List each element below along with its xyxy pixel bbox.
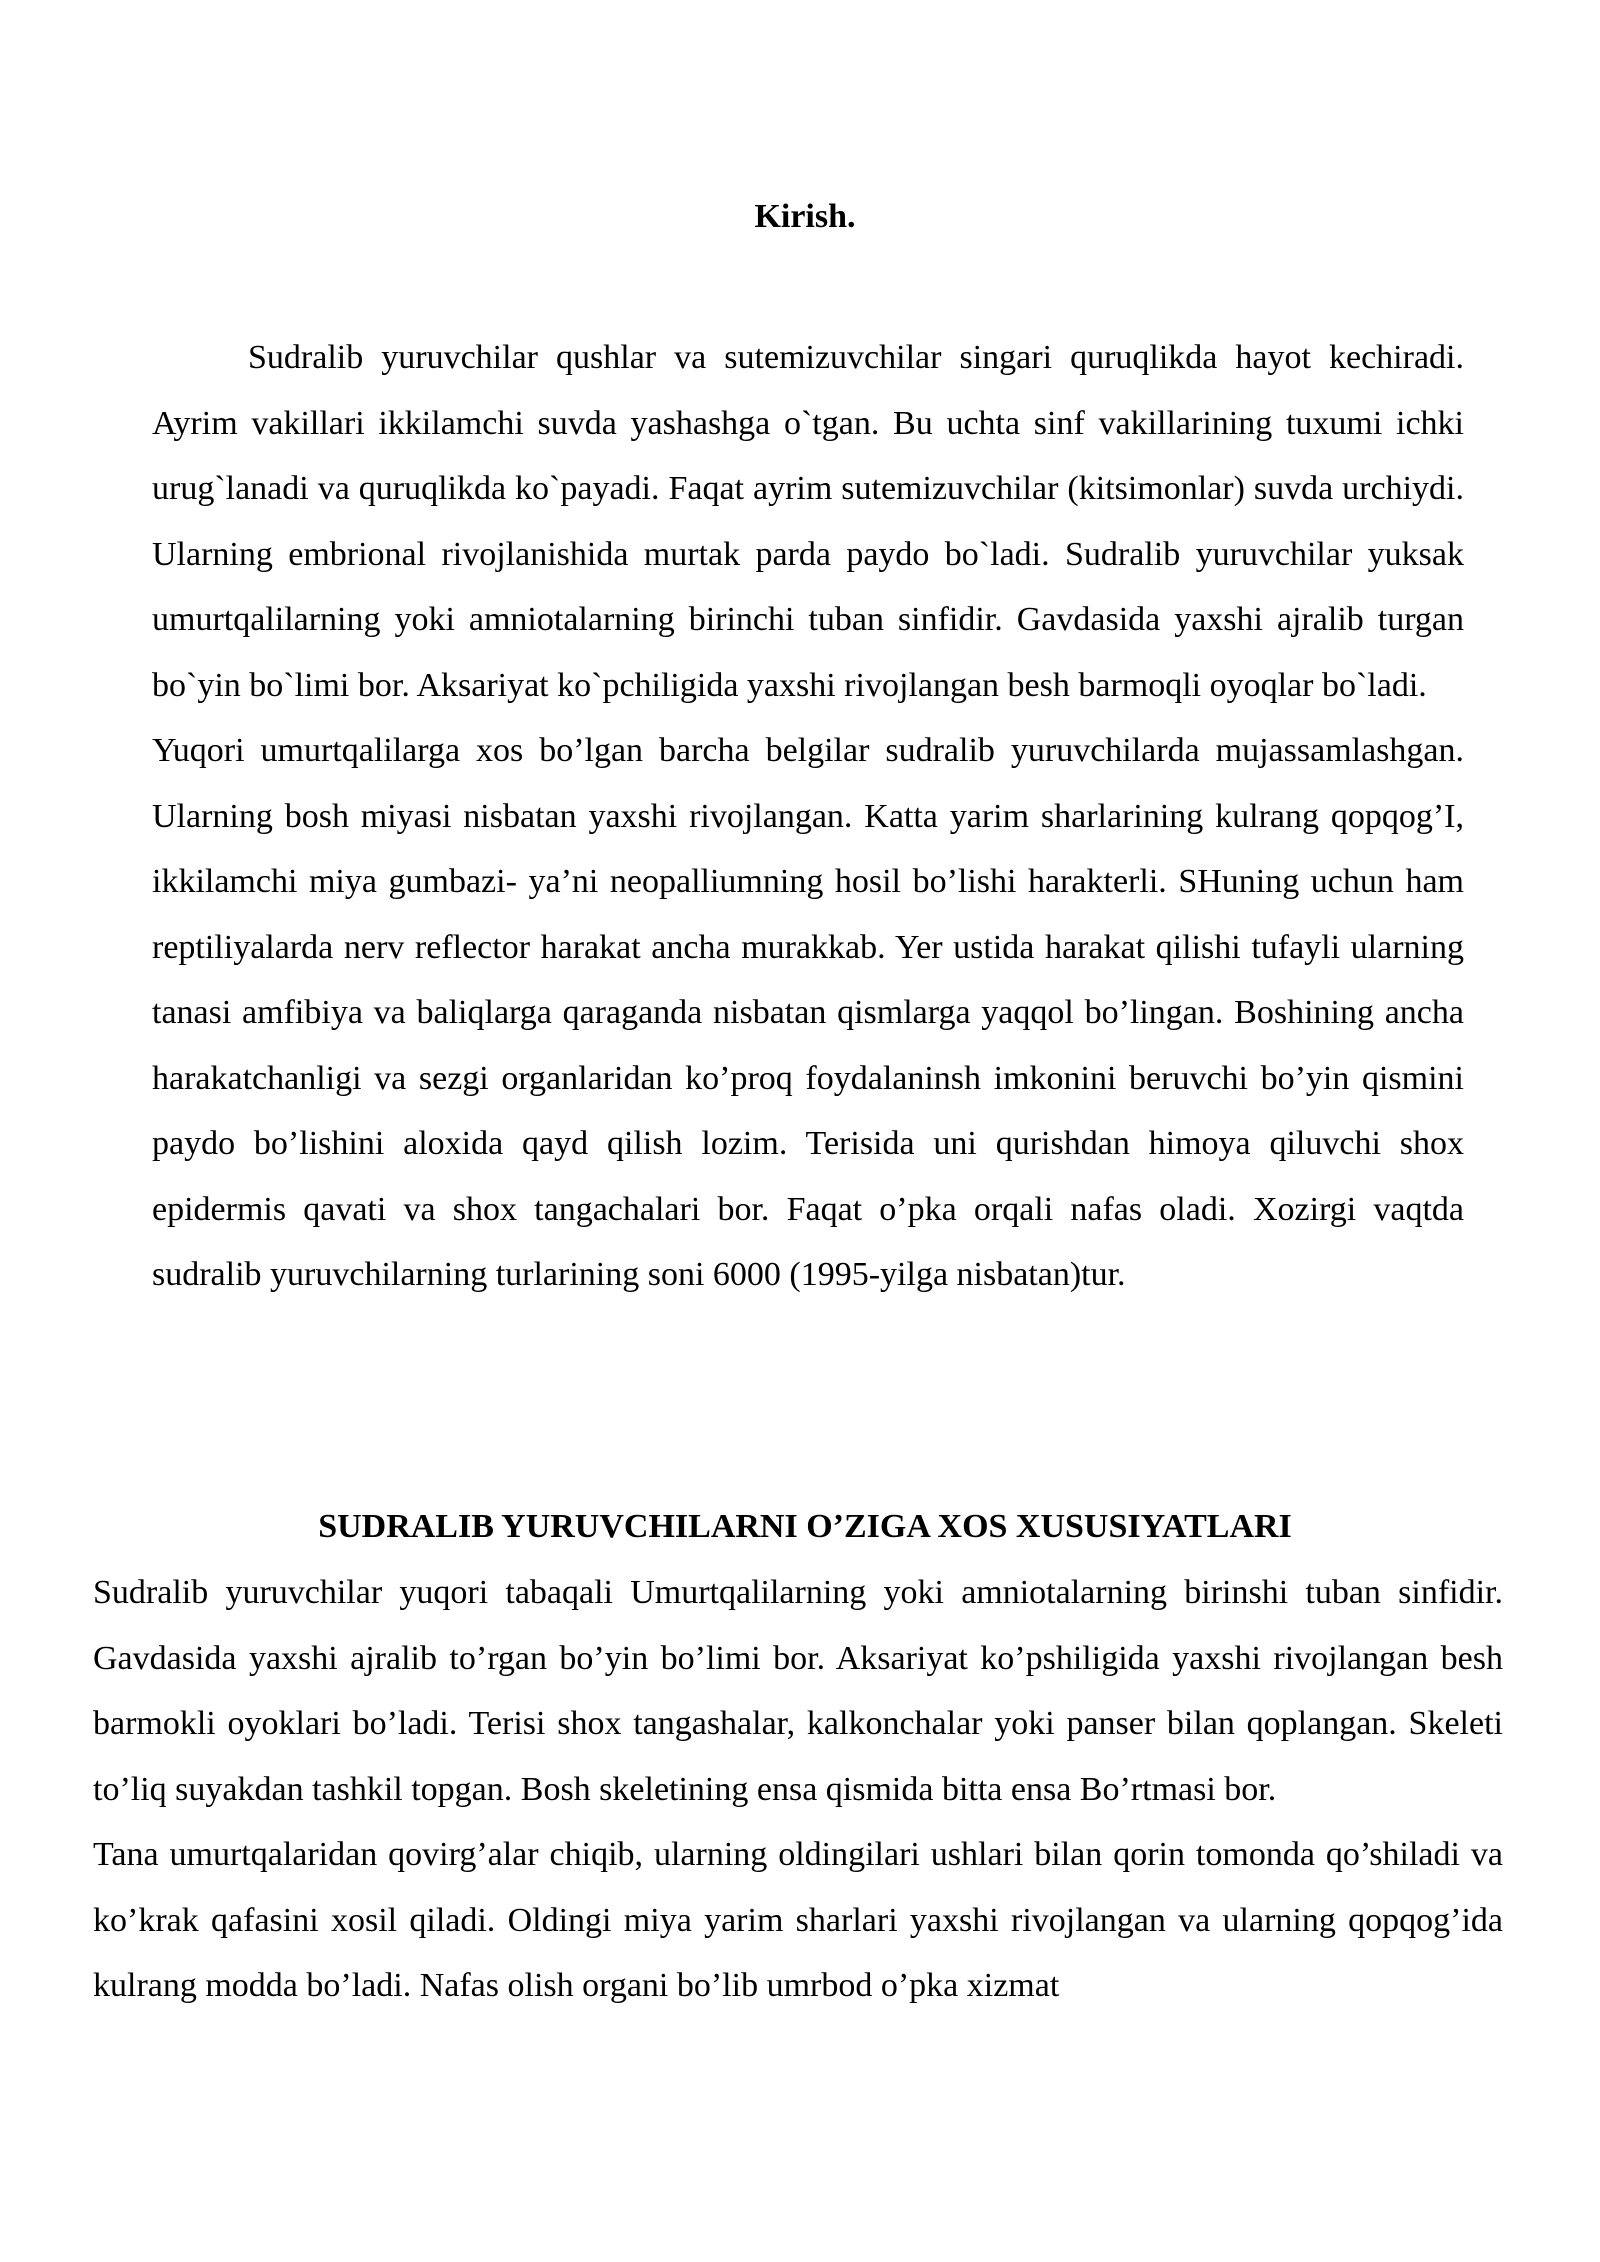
intro-paragraph-2: Yuqori umurtqalilarga xos bo’lgan barcha belgilar sudralib yuruvchilarda mujassamlashgan. Ularning bosh miyasi nisbatan yaxshi rivojlangan. Katta yarim sharlarining kulrang qopqog’I, ikkilamchi miya gumbazi- ya’ni neopalliumning hosil bo’lishi harakterli. SHuning uchun ham reptiliyalarda nerv reflector harakat ancha murakkab. Yer ustida harakat qilishi tufayli ularning tanasi amfibiya va baliqlarga qaraganda nisbatan qismlarga yaqqol bo’lingan. Boshining ancha harakatchanligi va sezgi organlaridan ko’proq foydalaninsh imkonini beruvchi bo’yin qismini paydo bo’lishini aloxida qayd qilish lozim. Terisida uni qurishdan himoya qiluvchi shox epidermis qavati va shox tangachalari bor. Faqat o’pka orqali nafas oladi. Xozirgi vaqtda sudralib yuruvchilarning turlarining soni 6000 (1995-yilga nisbatan)tur.: [152, 732, 1464, 1293]
features-section: [93, 1560, 1503, 2019]
document-title: Kirish.: [754, 198, 856, 235]
features-paragraph-1: Sudralib yuruvchilar yuqori tabaqali Umurtqalilarning yoki amniotalarning birinshi tuban sinfidir. Gavdasida yaxshi ajralib to’rgan bo’yin bo’limi bor. Aksariyat ko’pshiligida yaxshi rivojlangan besh barmokli oyoklari bo’ladi. Terisi shox tangashalar, kalkonchalar yoki panser bilan qoplangan. Skeleti to’liq suyakdan tashkil topgan. Bosh skeletining ensa qismida bitta ensa Bo’rtmasi bor.: [93, 1574, 1503, 1808]
introduction-section: [152, 325, 1464, 1308]
features-paragraph-2: Tana umurtqalaridan qovirg’alar chiqib, ularning oldingilari ushlari bilan qorin tomonda qo’shiladi va ko’krak qafasini xosil qiladi. Oldingi miya yarim sharlari yaxshi rivojlangan va ularning qopqog’ida kulrang modda bo’ladi. Nafas olish organi bo’lib umrbod o’pka xizmat: [93, 1836, 1503, 2004]
section-heading: SUDRALIB YURUVCHILARNI O’ZIGA XOS XUSUSIYATLARI: [318, 1508, 1292, 1545]
intro-paragraph-1: Sudralib yuruvchilar qushlar va sutemizuvchilar singari quruqlikda hayot kechiradi. Ayrim vakillari ikkilamchi suvda yashashga o`tgan. Bu uchta sinf vakillarining tuxumi ichki urug`lanadi va quruqlikda ko`payadi. Faqat ayrim sutemizuvchilar (kitsimonlar) suvda urchiydi. Ularning embrional rivojlanishida murtak parda paydo bo`ladi. Sudralib yuruvchilar yuksak umurtqalilarning yoki amniotalarning birinchi tuban sinfidir. Gavdasida yaxshi ajralib turgan bo`yin bo`limi bor. Aksariyat ko`pchiligida yaxshi rivojlangan besh barmoqli oyoqlar bo`ladi.: [152, 339, 1464, 704]
